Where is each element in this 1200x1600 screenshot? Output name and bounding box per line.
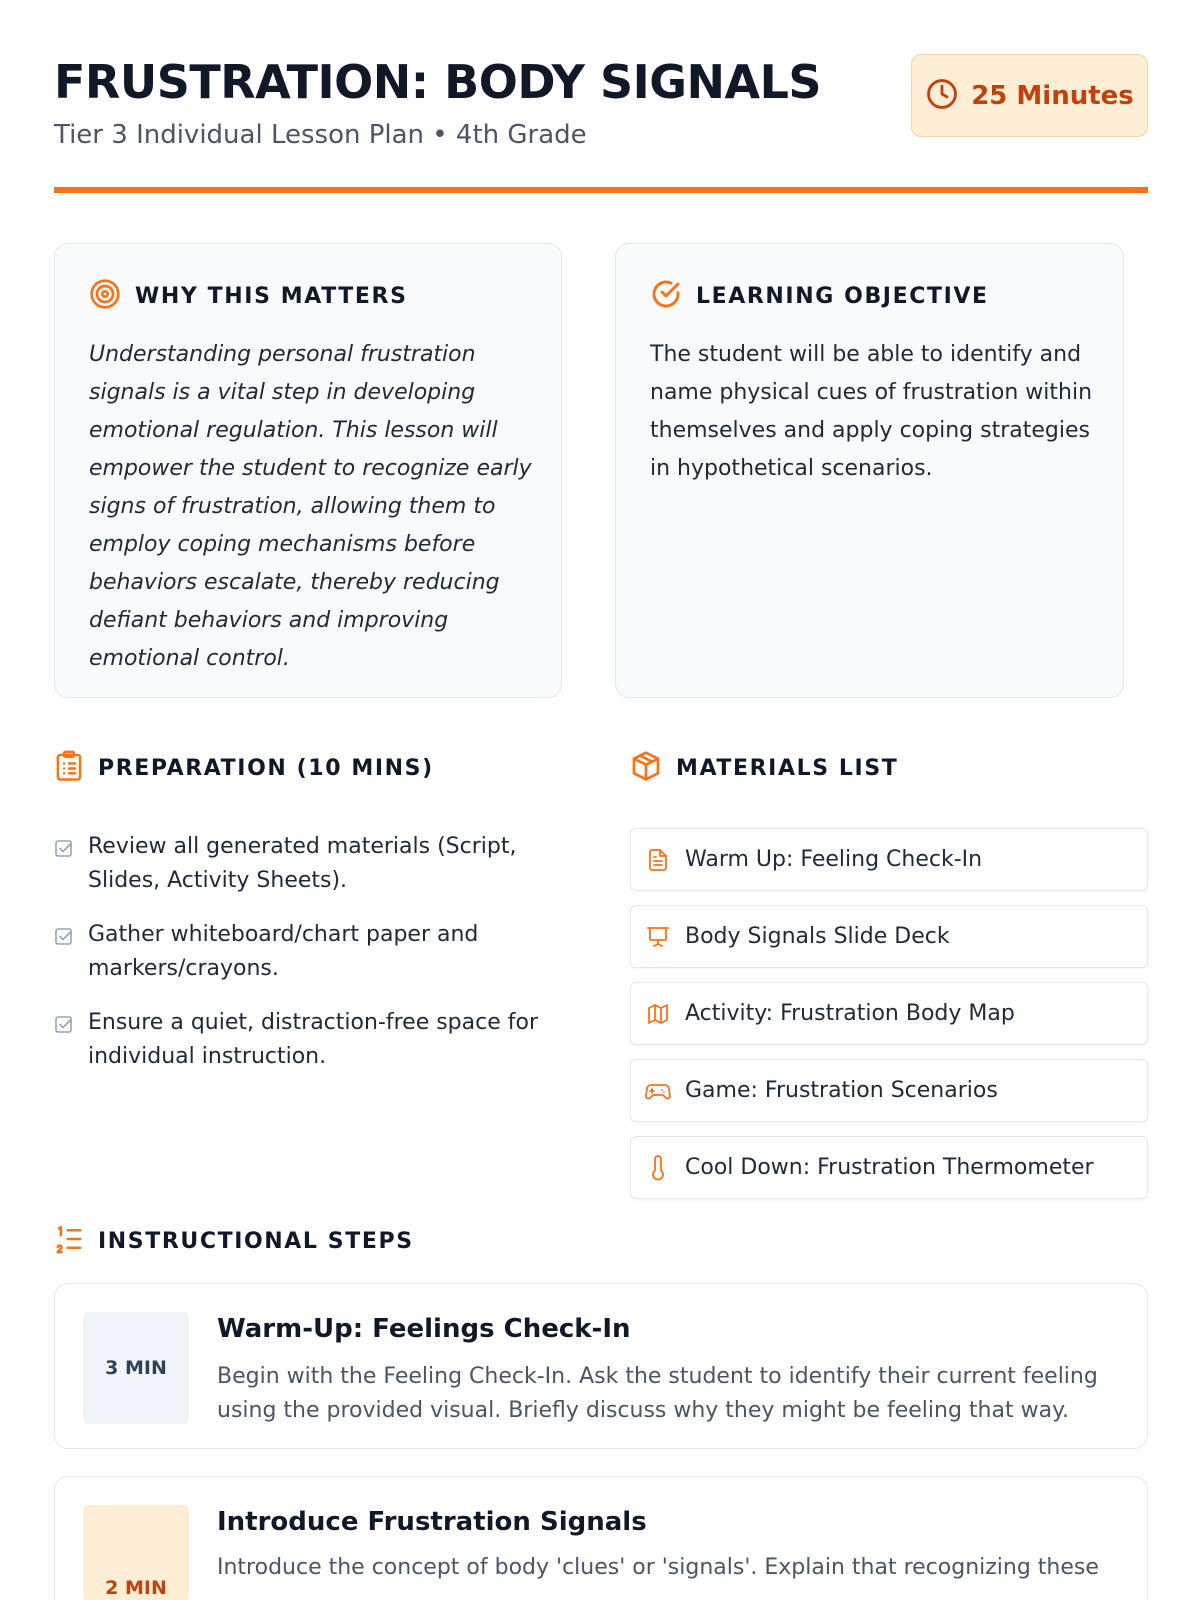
materials-heading: MATERIALS LIST xyxy=(676,755,899,781)
thermometer-icon xyxy=(645,1155,671,1181)
header-divider xyxy=(54,187,1148,193)
steps-header xyxy=(54,1224,414,1258)
preparation-item-text: Gather whiteboard/chart paper and markers/crayons. xyxy=(88,922,479,981)
list-item xyxy=(54,1006,554,1074)
page-title: FRUSTRATION: BODY SIGNALS xyxy=(54,55,822,109)
duration-badge xyxy=(911,54,1148,137)
preparation-header xyxy=(54,750,434,786)
learning-objective-card xyxy=(615,243,1124,698)
material-label: Cool Down: Frustration Thermometer xyxy=(685,1155,1094,1180)
step-description: Introduce the concept of body 'clues' or 'signals'. Explain that recognizing these xyxy=(217,1555,1099,1580)
step-title: Warm-Up: Feelings Check-In xyxy=(217,1314,631,1344)
package-icon xyxy=(630,750,662,786)
numbered-list-icon xyxy=(54,1224,84,1258)
preparation-item-text: Ensure a quiet, distraction-free space for individual instruction. xyxy=(88,1010,539,1069)
list-item xyxy=(54,830,554,898)
material-label: Warm Up: Feeling Check-In xyxy=(685,847,983,872)
step-duration: 2 MIN xyxy=(83,1505,189,1600)
objective-text: The student will be able to identify and name physical cues of frustration within themselves and apply coping strategies in hypothetical scenarios. xyxy=(650,342,1093,481)
clock-icon xyxy=(925,77,959,115)
why-heading: WHY THIS MATTERS xyxy=(135,283,408,309)
preparation-list xyxy=(54,830,554,1094)
document-icon xyxy=(645,847,671,873)
target-icon xyxy=(89,278,121,314)
page-subtitle: Tier 3 Individual Lesson Plan • 4th Grade xyxy=(54,120,587,150)
checkbox-icon xyxy=(54,924,76,986)
material-label: Activity: Frustration Body Map xyxy=(685,1001,1015,1026)
check-circle-icon xyxy=(650,278,682,314)
step-card xyxy=(54,1283,1148,1449)
material-label: Game: Frustration Scenarios xyxy=(685,1078,998,1103)
why-this-matters-card xyxy=(54,243,562,698)
steps-heading: INSTRUCTIONAL STEPS xyxy=(98,1228,414,1254)
why-text: Understanding personal frustration signals is a vital step in developing emotional regulation. This lesson will empower the student to recognize early signs of frustration, allowing them to employ coping mechanisms before behaviors escalate, thereby reducing defiant behaviors and improving emotional control. xyxy=(89,342,532,671)
checkbox-icon xyxy=(54,1012,76,1074)
clipboard-icon xyxy=(54,750,84,786)
list-item xyxy=(54,918,554,986)
step-card xyxy=(54,1476,1148,1600)
preparation-item-text: Review all generated materials (Script, Slides, Activity Sheets). xyxy=(88,834,517,893)
preparation-heading: PREPARATION (10 MINS) xyxy=(98,755,434,781)
material-item-thermometer[interactable] xyxy=(630,1136,1148,1199)
material-item-slide-deck[interactable] xyxy=(630,905,1148,968)
objective-heading: LEARNING OBJECTIVE xyxy=(696,283,989,309)
material-item-body-map[interactable] xyxy=(630,982,1148,1045)
material-item-warm-up[interactable] xyxy=(630,828,1148,891)
gamepad-icon xyxy=(645,1078,671,1104)
presentation-icon xyxy=(645,924,671,950)
step-description: Begin with the Feeling Check-In. Ask the student to identify their current feeling using the provided visual. Briefly discuss why they might be feeling that way. xyxy=(217,1364,1098,1423)
step-title: Introduce Frustration Signals xyxy=(217,1507,647,1537)
material-label: Body Signals Slide Deck xyxy=(685,924,950,949)
checkbox-icon xyxy=(54,836,76,898)
materials-list xyxy=(630,828,1148,1213)
step-duration: 3 MIN xyxy=(83,1312,189,1424)
materials-header xyxy=(630,750,898,786)
material-item-scenarios-game[interactable] xyxy=(630,1059,1148,1122)
map-icon xyxy=(645,1001,671,1027)
duration-label: 25 Minutes xyxy=(971,80,1134,111)
